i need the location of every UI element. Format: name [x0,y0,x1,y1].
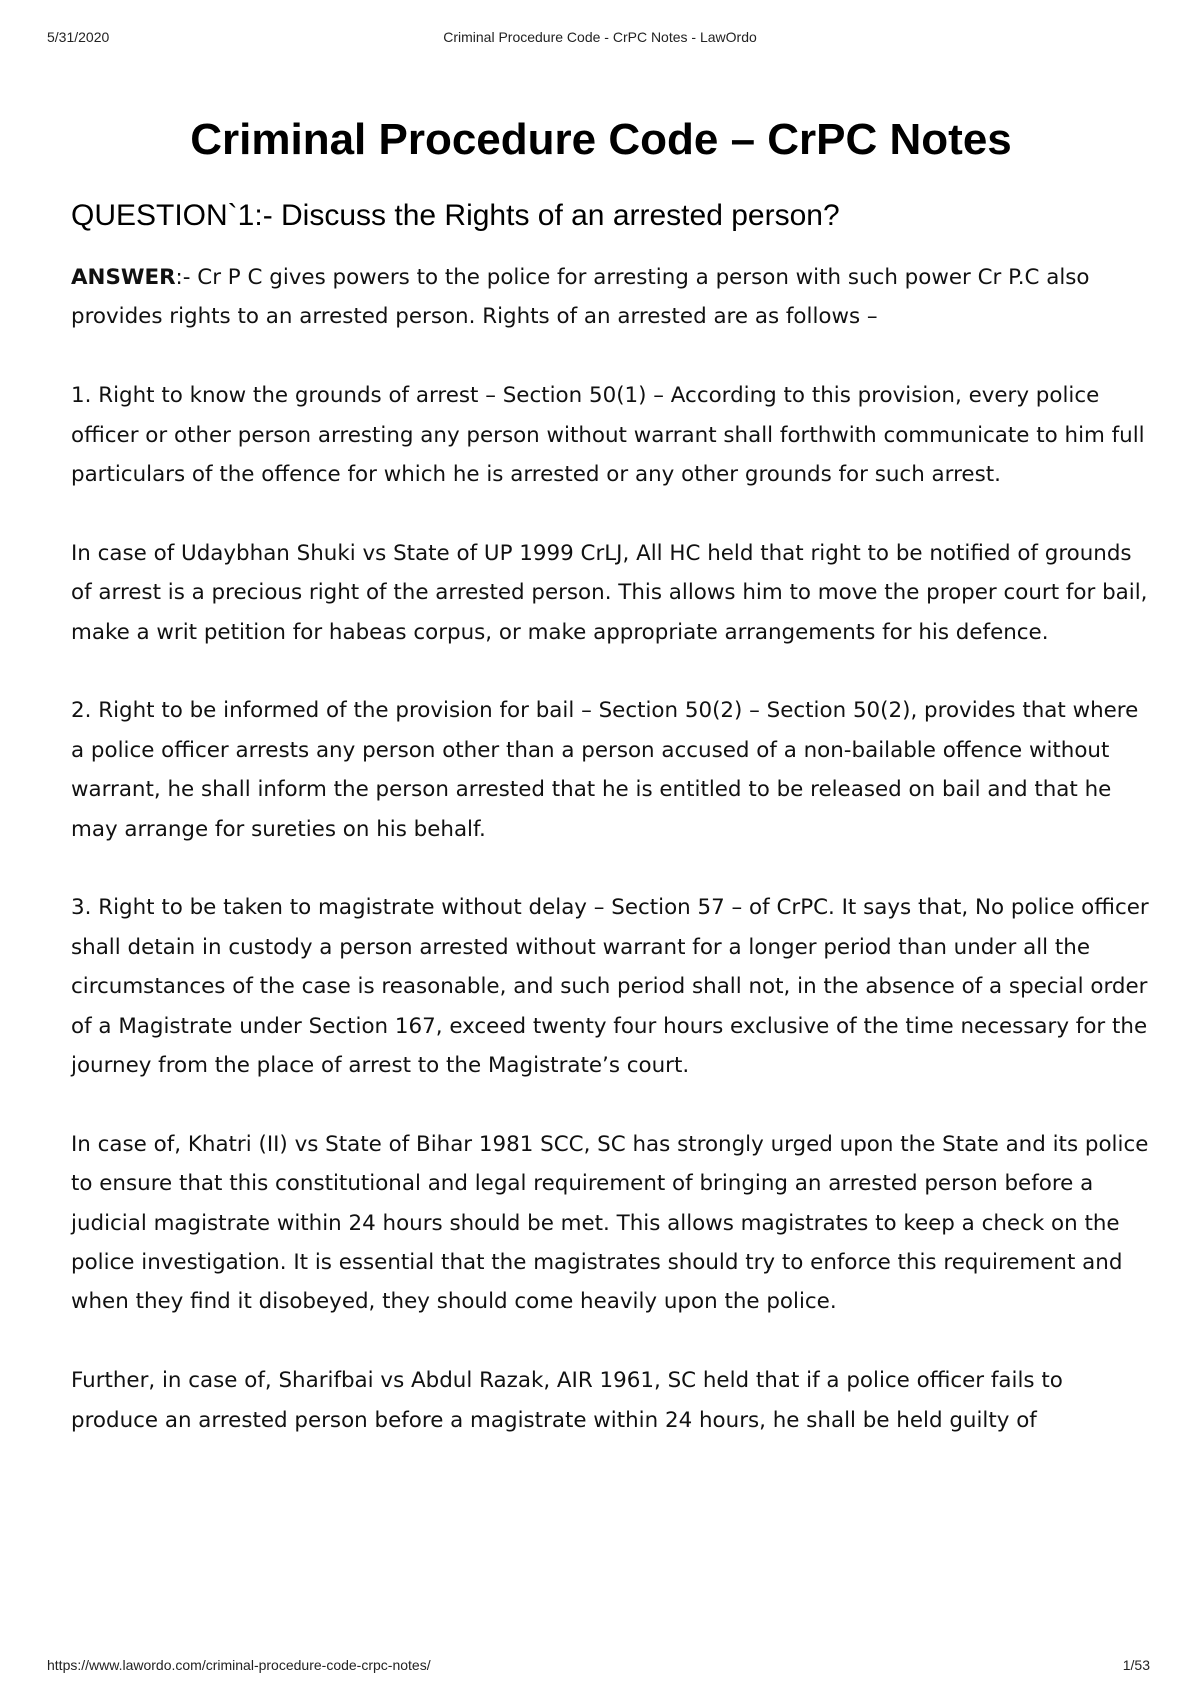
page-url-link[interactable]: https://www.lawordo.com/criminal-procedure-code-crpc-notes/ [47,1657,431,1673]
answer-text: :- Cr P C gives powers to the police for arresting a person with such power Cr P.C also provides rights to an arrested person. Rights of an arrested are as follows – [71,265,1090,330]
paragraph-right-bail: 2. Right to be informed of the provision for bail – Section 50(2) – Section 50(2), provides that where a police officer arrests any person other than a person accused of a non-bailable offence without warrant, he shall inform the person arrested that he is entitled to be released on bail and that he may arrange for sureties on his behalf. [71,698,1139,842]
answer-paragraph [71,258,1151,337]
print-footer [0,1657,1200,1677]
question-heading: QUESTION`1:- Discuss the Rights of an arrested person? [71,199,840,232]
print-date: 5/31/2020 [47,29,110,45]
answer-label: ANSWER [71,265,176,290]
print-header [0,29,1200,49]
paragraph-case-sharifbai: Further, in case of, Sharifbai vs Abdul Razak, AIR 1961, SC held that if a police officer fails to produce an arrested person before a magistrate within 24 hours, he shall be held guilty of [71,1368,1063,1433]
paragraph-right-grounds: 1. Right to know the grounds of arrest – Section 50(1) – According to this provision, every police officer or other person arresting any person without warrant shall forthwith communicate to him full particulars of the offence for which he is arrested or any other grounds for such arrest. [71,383,1145,488]
paragraph-right-magistrate: 3. Right to be taken to magistrate without delay – Section 57 – of CrPC. It says that, No police officer shall detain in custody a person arrested without warrant for a longer period than under all the circumstances of the case is reasonable, and such period shall not, in the absence of a special order of a Magistrate under Section 167, exceed twenty four hours exclusive of the time necessary for the journey from the place of arrest to the Magistrate’s court. [71,895,1149,1079]
print-page-title: Criminal Procedure Code - CrPC Notes - LawOrdo [443,29,757,45]
page-title: Criminal Procedure Code – CrPC Notes [190,115,1012,164]
paragraph-case-udaybhan: In case of Udaybhan Shuki vs State of UP 1999 CrLJ, All HC held that right to be notified of grounds of arrest is a precious right of the arrested person. This allows him to move the proper court for bail, make a writ petition for habeas corpus, or make appropriate arrangements for his defence. [71,540,1148,645]
paragraph-case-khatri: In case of, Khatri (II) vs State of Bihar 1981 SCC, SC has strongly urged upon the State and its police to ensure that this constitutional and legal requirement of bringing an arrested person before a judicial magistrate within 24 hours should be met. This allows magistrates to keep a check on the police investigation. It is essential that the magistrates should try to enforce this requirement and when they find it disobeyed, they should come heavily upon the police. [71,1131,1149,1315]
article [71,110,1151,1479]
page-number: 1/53 [1122,1657,1150,1673]
